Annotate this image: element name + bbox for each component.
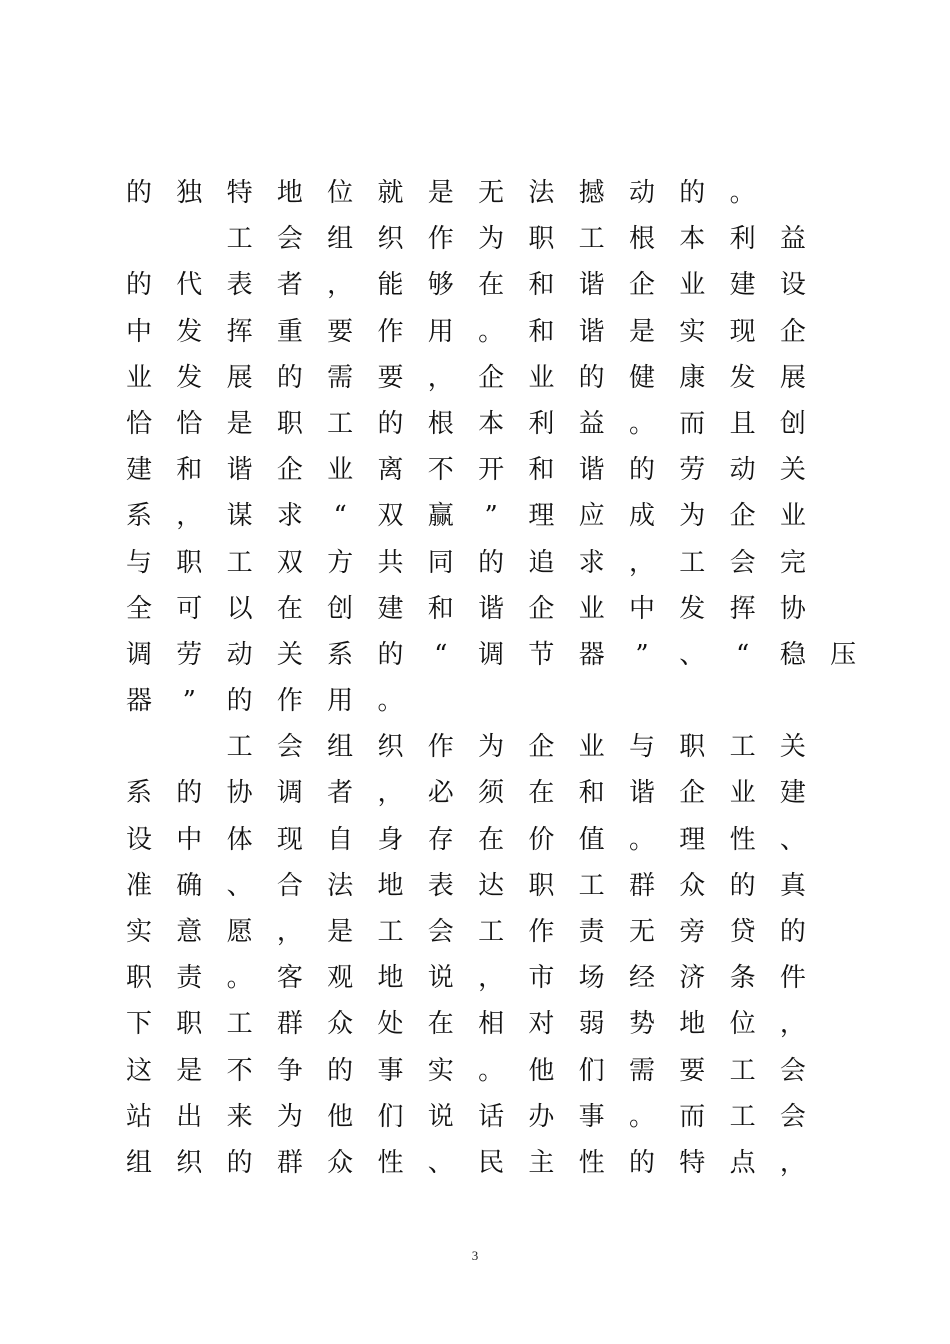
body-text — [124, 170, 857, 1186]
text-line: 业 发 展 的 需 要 ， 企 业 的 健 康 发 展 — [125, 362, 806, 393]
text-line: 与 职 工 双 方 共 同 的 追 求 ， 工 会 完 — [125, 547, 806, 578]
text-line: 系 ， 谋 求 “ 双 赢 ” 理 应 成 为 企 业 — [125, 501, 806, 532]
text-line: 调 劳 动 关 系 的 “ 调 节 器 ” 、 “ 稳 压 — [125, 639, 857, 670]
text-line: 这 是 不 争 的 事 实 。 他 们 需 要 工 会 — [125, 1055, 806, 1086]
text-line: 器 ” 的 作 用 。 — [125, 686, 404, 717]
text-line: 恰 恰 是 职 工 的 根 本 利 益 。 而 且 创 — [125, 408, 806, 439]
text-line: 系 的 协 调 者 ， 必 须 在 和 谐 企 业 建 — [125, 778, 806, 809]
text-line: 下 职 工 群 众 处 在 相 对 弱 势 地 位 ， — [125, 1009, 806, 1040]
text-line: 工 会 组 织 作 为 企 业 与 职 工 关 — [226, 732, 806, 763]
text-line: 工 会 组 织 作 为 职 工 根 本 利 益 — [226, 224, 806, 255]
text-line: 实 意 愿 ， 是 工 会 工 作 责 无 旁 贷 的 — [125, 917, 806, 947]
text-line: 设 中 体 现 自 身 存 在 价 值 。 理 性 、 — [125, 824, 806, 855]
text-line: 的 独 特 地 位 就 是 无 法 撼 动 的 。 — [125, 178, 756, 208]
text-line: 准 确 、 合 法 地 表 达 职 工 群 众 的 真 — [125, 870, 806, 901]
text-line: 职 责 。 客 观 地 说 ， 市 场 经 济 条 件 — [125, 963, 806, 994]
text-line: 全 可 以 在 创 建 和 谐 企 业 中 发 挥 协 — [125, 593, 806, 624]
text-line: 组 织 的 群 众 性 、 民 主 性 的 特 点 ， — [125, 1147, 806, 1178]
page-number: 3 — [471, 1248, 479, 1263]
text-line: 建 和 谐 企 业 离 不 开 和 谐 的 劳 动 关 — [125, 455, 806, 486]
text-line: 的 代 表 者 ， 能 够 在 和 谐 企 业 建 设 — [125, 270, 806, 301]
text-line: 站 出 来 为 他 们 说 话 办 事 。 而 工 会 — [125, 1101, 806, 1132]
text-line: 中 发 挥 重 要 作 用 。 和 谐 是 实 现 企 — [125, 316, 806, 347]
